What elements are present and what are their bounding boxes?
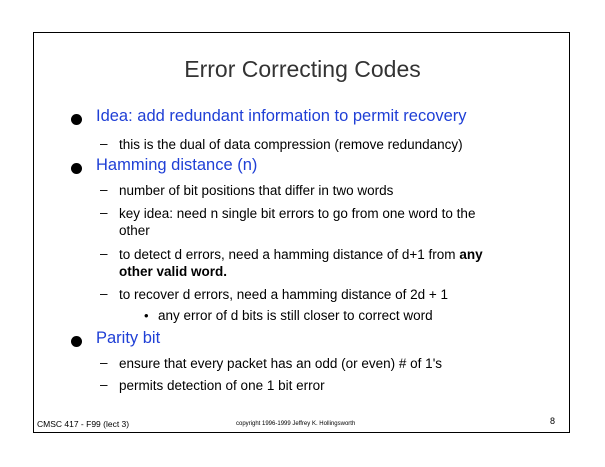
sub-2-3-plain: to detect d errors, need a hamming distance of d+1 from — [119, 247, 460, 262]
sub-dash-1-1: – — [100, 136, 108, 151]
sub-2-1-text: number of bit positions that differ in two words — [119, 183, 394, 198]
bullet-marker-1 — [71, 114, 82, 125]
sub-3-1-text: ensure that every packet has an odd (or even) # of 1's — [119, 356, 443, 371]
bullet-marker-3 — [71, 336, 82, 347]
sub-2-3-line1 — [119, 246, 483, 264]
page-number: 8 — [550, 416, 556, 426]
bullet-1-text: Idea: add redundant information to permit recovery — [96, 107, 467, 125]
bullet-3-text: Parity bit — [96, 329, 161, 347]
sub-dash-3-2: – — [100, 377, 108, 392]
slide-title: Error Correcting Codes — [184, 56, 421, 82]
sub-2-3-bold-other: other valid word. — [119, 264, 228, 279]
sub-1-1-text: this is the dual of data compression (remove redundancy) — [119, 137, 463, 152]
bullet-2-text: Hamming distance (n) — [96, 156, 258, 174]
sub-2-2-line1: key idea: need n single bit errors to go from one word to the — [119, 206, 476, 221]
footer-copyright: copyright 1996-1999 Jeffrey K. Hollingsworth — [236, 421, 356, 427]
subsub-marker-2-4-1: • — [144, 308, 149, 323]
subsub-2-4-1-text: any error of d bits is still closer to correct word — [158, 308, 433, 323]
sub-dash-2-4: – — [100, 286, 108, 301]
sub-dash-2-1: – — [100, 182, 108, 197]
sub-3-2-text: permits detection of one 1 bit error — [119, 378, 325, 393]
sub-2-2-line2: other — [119, 223, 150, 238]
sub-dash-3-1: – — [100, 355, 108, 370]
sub-dash-2-3: – — [100, 246, 108, 261]
sub-2-3-bold-any: any — [459, 247, 483, 262]
footer-course: CMSC 417 - F99 (lect 3) — [37, 419, 130, 429]
sub-dash-2-2: – — [100, 205, 108, 220]
sub-2-4-text: to recover d errors, need a hamming distance of 2d + 1 — [119, 287, 449, 302]
sub-2-3-line2 — [119, 263, 227, 281]
bullet-marker-2 — [71, 163, 82, 174]
